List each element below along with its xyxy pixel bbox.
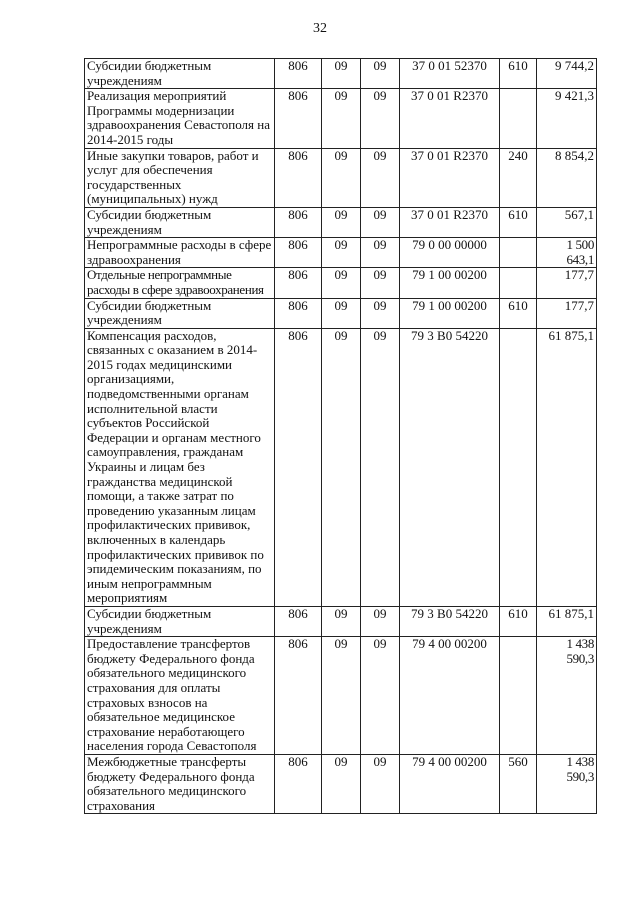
row-target: 79 3 В0 54220 <box>400 328 500 606</box>
table-row <box>85 637 597 755</box>
row-name: Непрограммные расходы в сфере здравоохранения <box>85 238 275 268</box>
table-row <box>85 89 597 148</box>
row-target: 79 1 00 00200 <box>400 268 500 298</box>
row-section: 09 <box>322 89 361 148</box>
table-row <box>85 606 597 636</box>
row-subsection: 09 <box>361 268 400 298</box>
row-amount: 1 438 590,3 <box>537 754 597 813</box>
row-type <box>500 637 537 755</box>
row-admin: 806 <box>275 637 322 755</box>
row-type: 610 <box>500 59 537 89</box>
row-amount: 61 875,1 <box>537 606 597 636</box>
row-subsection: 09 <box>361 606 400 636</box>
row-amount: 177,7 <box>537 298 597 328</box>
row-amount: 177,7 <box>537 268 597 298</box>
row-target: 37 0 01 R2370 <box>400 207 500 237</box>
row-type: 610 <box>500 207 537 237</box>
row-type: 610 <box>500 606 537 636</box>
row-section: 09 <box>322 59 361 89</box>
row-subsection: 09 <box>361 754 400 813</box>
row-section: 09 <box>322 606 361 636</box>
table-row <box>85 754 597 813</box>
table-row <box>85 268 597 298</box>
row-target: 79 1 00 00200 <box>400 298 500 328</box>
row-target: 79 0 00 00000 <box>400 238 500 268</box>
row-type <box>500 328 537 606</box>
row-admin: 806 <box>275 59 322 89</box>
row-section: 09 <box>322 754 361 813</box>
row-target: 79 3 В0 54220 <box>400 606 500 636</box>
row-type <box>500 268 537 298</box>
row-admin: 806 <box>275 268 322 298</box>
row-name: Межбюджетные трансферты бюджету Федерального фонда обязательного медицинского страхования <box>85 754 275 813</box>
row-name: Субсидии бюджетным учреждениям <box>85 207 275 237</box>
row-section: 09 <box>322 268 361 298</box>
row-admin: 806 <box>275 238 322 268</box>
row-amount: 567,1 <box>537 207 597 237</box>
row-subsection: 09 <box>361 59 400 89</box>
row-target: 79 4 00 00200 <box>400 637 500 755</box>
row-section: 09 <box>322 238 361 268</box>
row-target: 37 0 01 52370 <box>400 59 500 89</box>
row-subsection: 09 <box>361 238 400 268</box>
row-name: Иные закупки товаров, работ и услуг для обеспечения государственных (муниципальных) нужд <box>85 148 275 207</box>
row-name: Отдельные непрограммные расходы в сфере здравоохранения <box>85 268 275 298</box>
row-amount: 1 500 643,1 <box>537 238 597 268</box>
row-amount: 9 744,2 <box>537 59 597 89</box>
budget-table <box>84 58 597 814</box>
row-subsection: 09 <box>361 207 400 237</box>
row-amount: 8 854,2 <box>537 148 597 207</box>
row-admin: 806 <box>275 148 322 207</box>
row-admin: 806 <box>275 207 322 237</box>
row-admin: 806 <box>275 89 322 148</box>
row-name: Субсидии бюджетным учреждениям <box>85 298 275 328</box>
row-type: 610 <box>500 298 537 328</box>
row-section: 09 <box>322 207 361 237</box>
row-admin: 806 <box>275 298 322 328</box>
row-subsection: 09 <box>361 89 400 148</box>
row-section: 09 <box>322 637 361 755</box>
row-subsection: 09 <box>361 298 400 328</box>
row-amount: 1 438 590,3 <box>537 637 597 755</box>
row-section: 09 <box>322 298 361 328</box>
row-target: 79 4 00 00200 <box>400 754 500 813</box>
row-subsection: 09 <box>361 328 400 606</box>
row-type: 560 <box>500 754 537 813</box>
row-type <box>500 89 537 148</box>
page-number: 32 <box>313 21 327 36</box>
row-type <box>500 238 537 268</box>
row-target: 37 0 01 R2370 <box>400 89 500 148</box>
table-row <box>85 328 597 606</box>
row-subsection: 09 <box>361 637 400 755</box>
row-admin: 806 <box>275 328 322 606</box>
row-admin: 806 <box>275 606 322 636</box>
row-name: Предоставление трансфертов бюджету Федерального фонда обязательного медицинского страхования для оплаты страховых взносов на обязательное медицинское страхование неработающего населения города Севастополя <box>85 637 275 755</box>
table-row <box>85 59 597 89</box>
row-name: Реализация мероприятий Программы модернизации здравоохранения Севастополя на 2014-2015 годы <box>85 89 275 148</box>
row-subsection: 09 <box>361 148 400 207</box>
row-name: Компенсация расходов, связанных с оказанием в 2014-2015 годах медицинскими организациями, подведомственными органам исполнительной власти субъектов Российской Федерации и органам местного самоуправления, гражданам Украины и лицам без гражданства медицинской помощи, а также затрат по проведению указанным лицам профилактических прививок, включенных в календарь профилактических прививок по эпидемическим показаниям, по иным непрограммным мероприятиям <box>85 328 275 606</box>
row-section: 09 <box>322 148 361 207</box>
row-target: 37 0 01 R2370 <box>400 148 500 207</box>
row-name: Субсидии бюджетным учреждениям <box>85 59 275 89</box>
row-section: 09 <box>322 328 361 606</box>
row-amount: 61 875,1 <box>537 328 597 606</box>
table-row <box>85 238 597 268</box>
row-admin: 806 <box>275 754 322 813</box>
row-name: Субсидии бюджетным учреждениям <box>85 606 275 636</box>
table-row <box>85 207 597 237</box>
table-row <box>85 148 597 207</box>
row-type: 240 <box>500 148 537 207</box>
table-row <box>85 298 597 328</box>
row-amount: 9 421,3 <box>537 89 597 148</box>
